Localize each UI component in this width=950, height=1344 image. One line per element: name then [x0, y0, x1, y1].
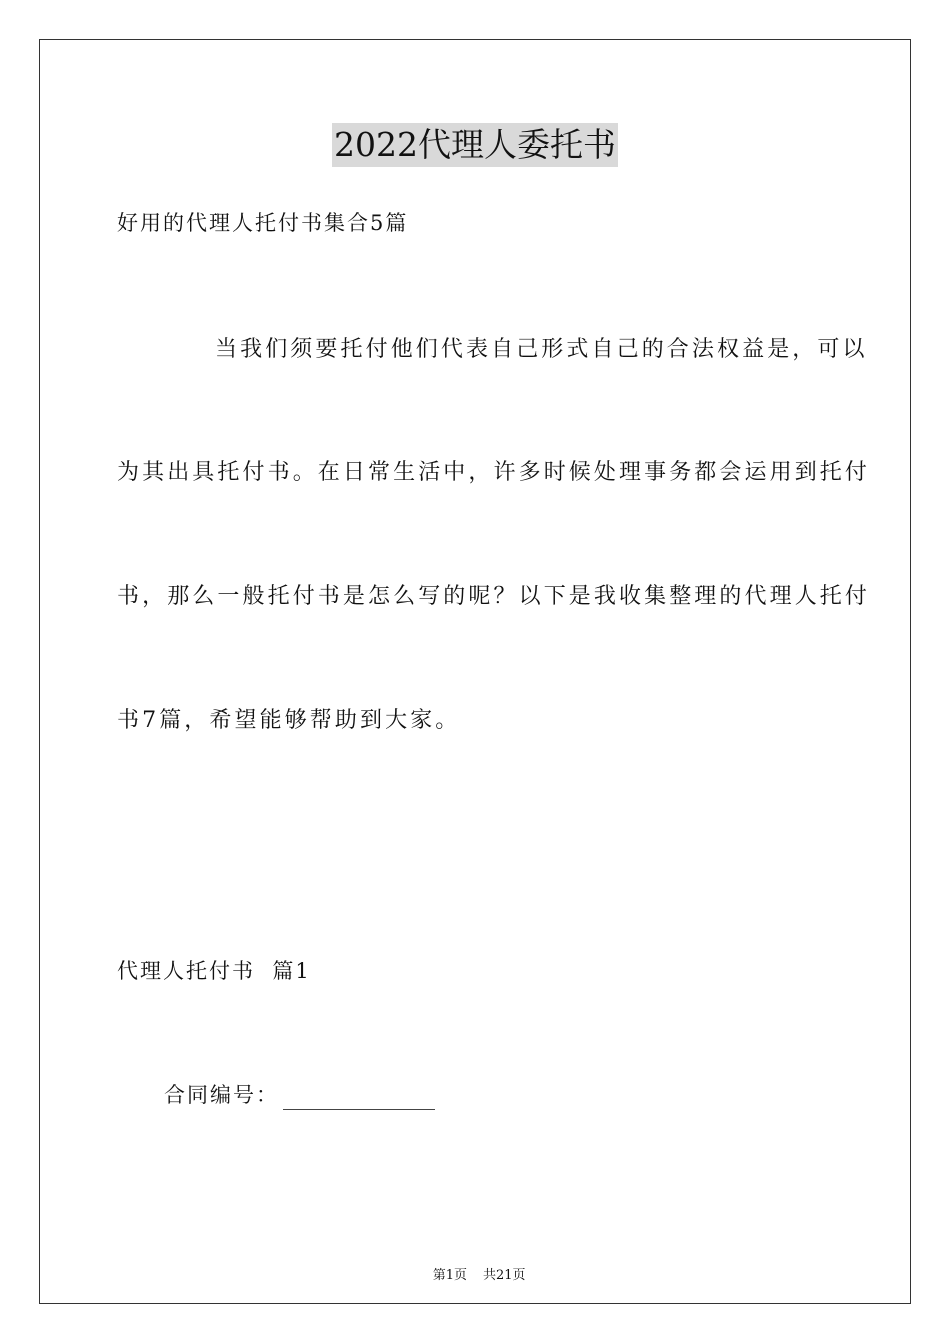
- document-title: 2022代理人委托书: [332, 123, 618, 167]
- contract-number-blank: [283, 1085, 435, 1110]
- intro-line-2: 为其出具托付书。在日常生活中，许多时候处理事务都会运用到托付: [117, 460, 871, 485]
- document-subtitle: 好用的代理人托付书集合5篇: [117, 211, 409, 235]
- contract-number-row: [164, 1080, 435, 1110]
- title-container: [0, 123, 950, 167]
- intro-line-3: 书，那么一般托付书是怎么写的呢？以下是我收集整理的代理人托付: [117, 584, 871, 609]
- intro-line-4: 书7篇，希望能够帮助到大家。: [117, 708, 461, 733]
- intro-line-1: 当我们须要托付他们代表自己形式自己的合法权益是，可以: [215, 337, 868, 362]
- page-current: 第1页: [432, 1268, 467, 1283]
- page-footer: [0, 1246, 950, 1286]
- contract-number-label: 合同编号：: [164, 1083, 279, 1107]
- page-total: 共21页: [483, 1268, 526, 1283]
- section-heading: 代理人托付书 篇1: [117, 959, 311, 983]
